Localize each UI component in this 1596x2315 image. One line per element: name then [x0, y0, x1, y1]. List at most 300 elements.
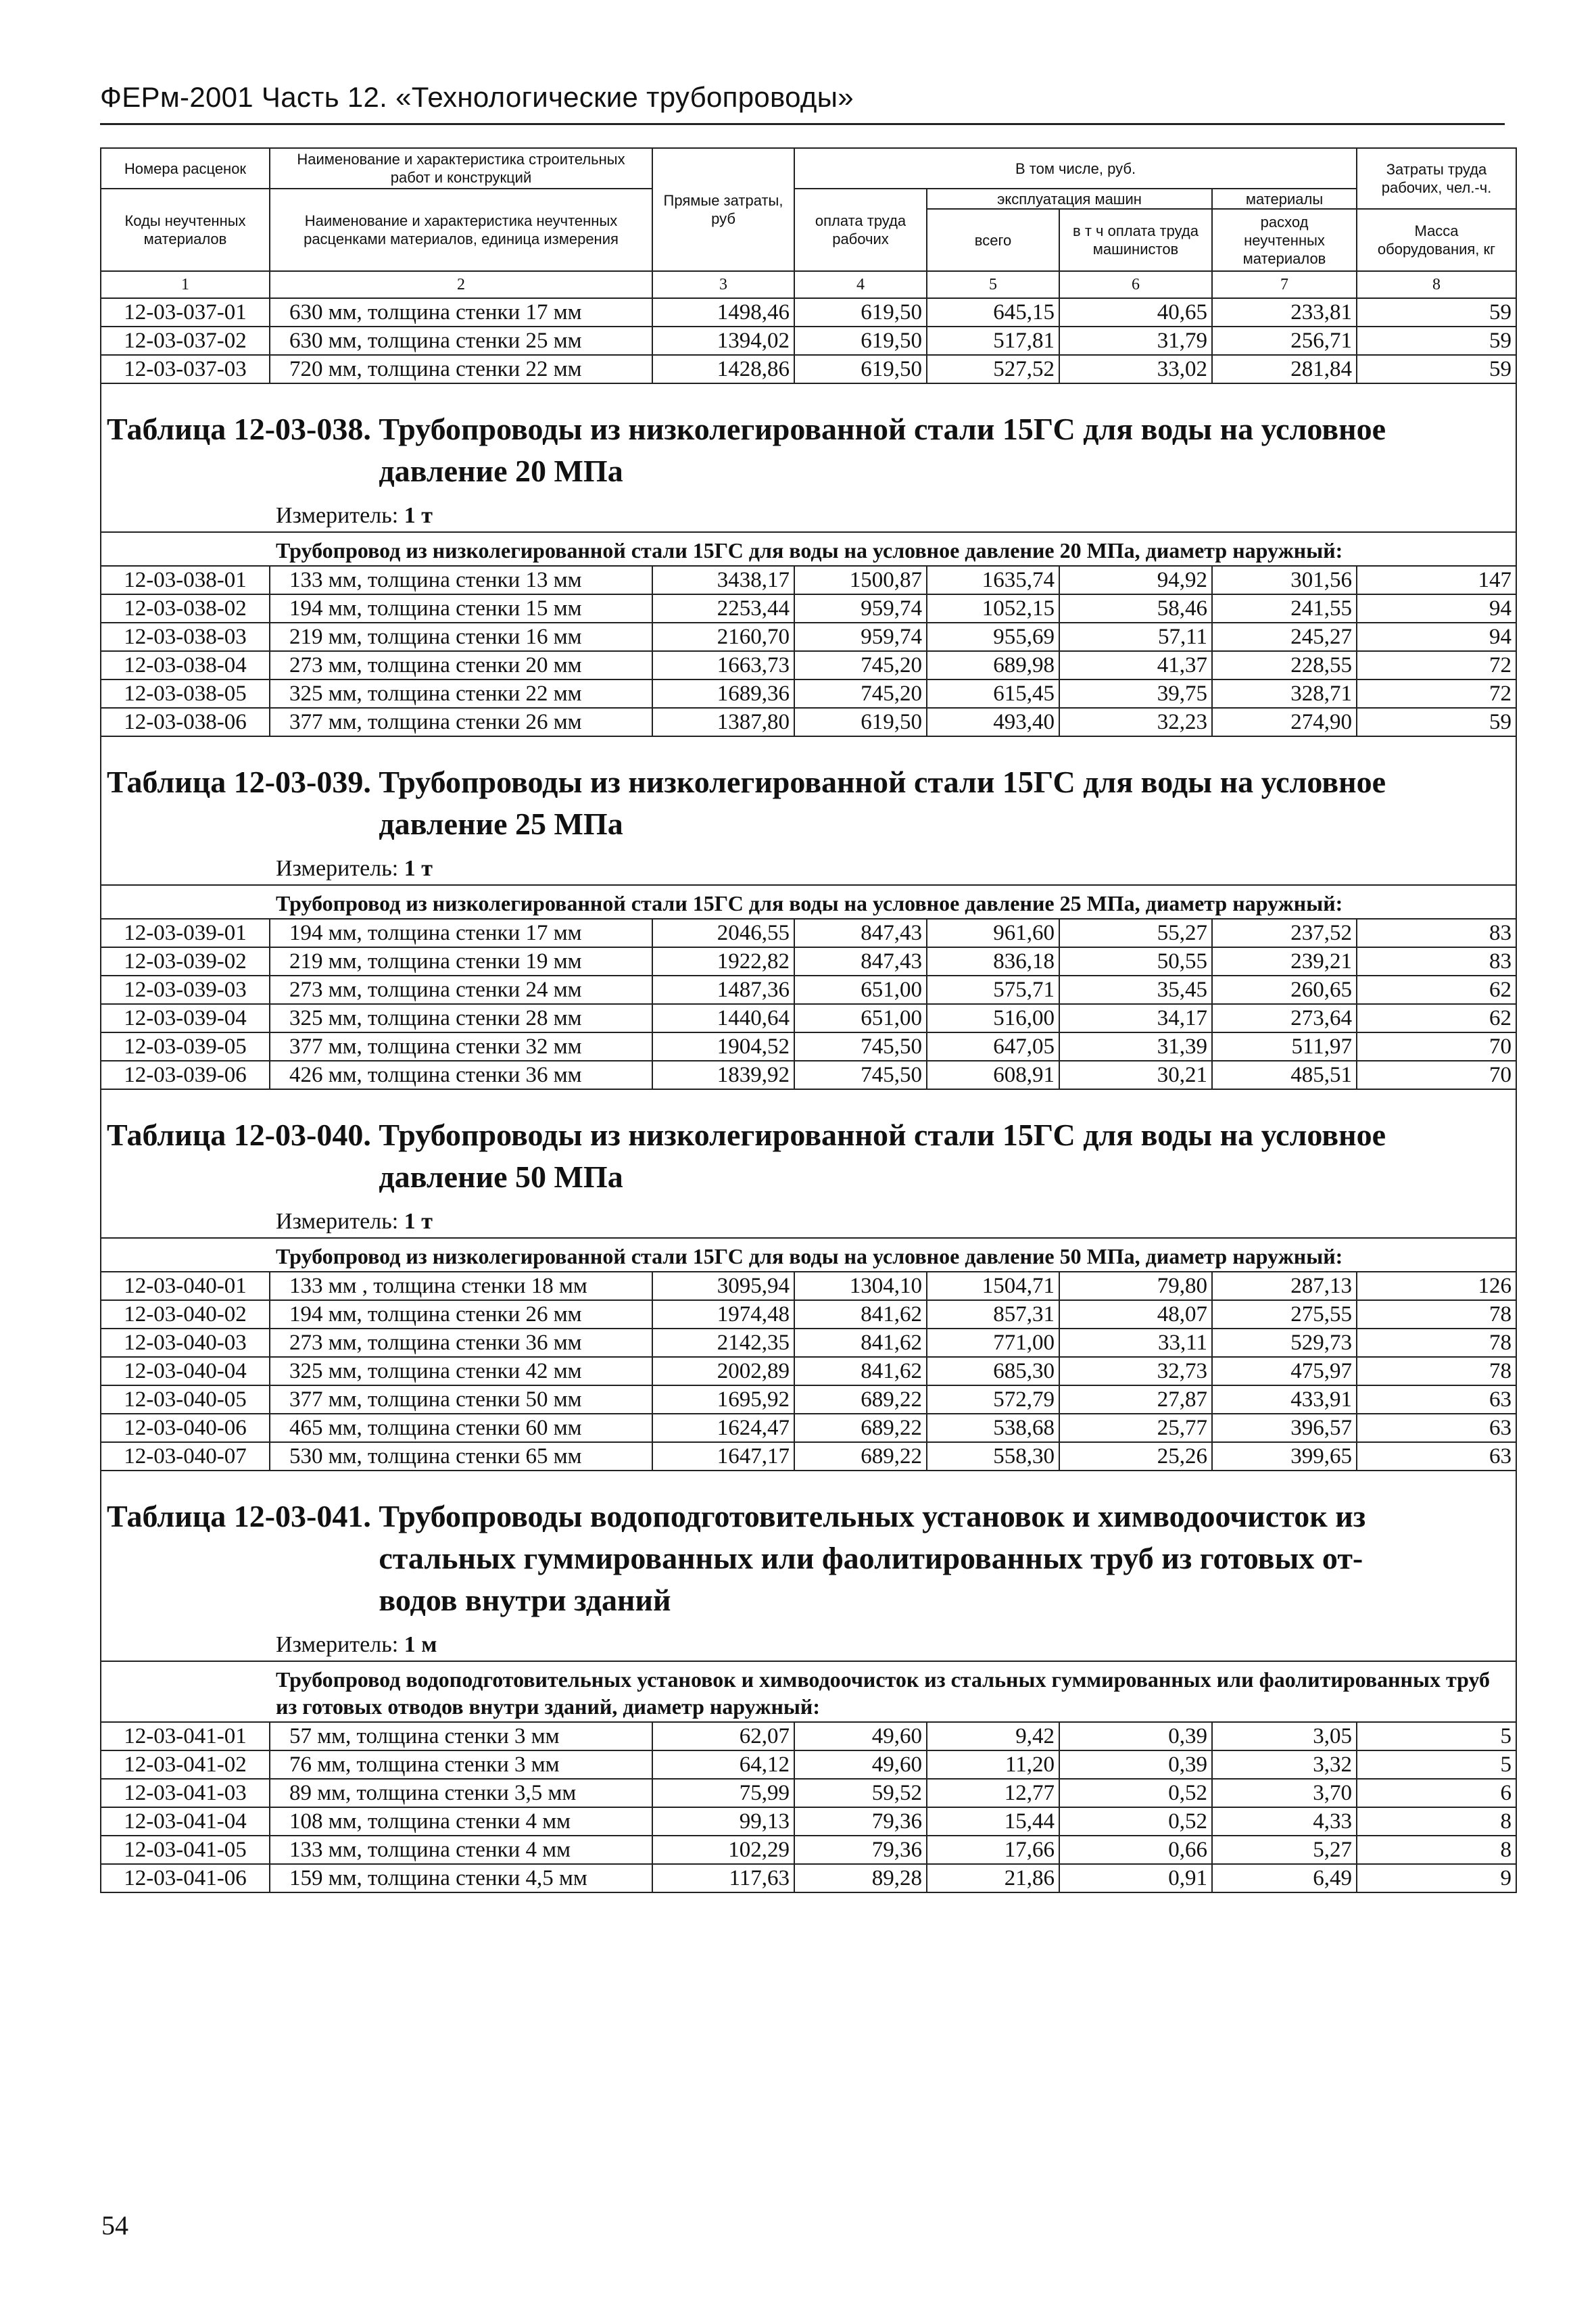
labor-hours: 59 [1357, 298, 1516, 327]
work-name: 377 мм, толщина стенки 50 мм [270, 1385, 652, 1414]
direct-costs: 1498,46 [652, 298, 794, 327]
measure-label: Измеритель: [276, 856, 399, 881]
labor-hours: 72 [1357, 679, 1516, 708]
materials-cost: 485,51 [1212, 1061, 1357, 1089]
machinist-pay: 79,80 [1059, 1272, 1212, 1300]
work-name: 720 мм, толщина стенки 22 мм [270, 355, 652, 383]
table-row [101, 1750, 1516, 1779]
direct-costs: 62,07 [652, 1722, 794, 1750]
direct-costs: 3438,17 [652, 566, 794, 594]
table-title-line: водов внутри зданий [379, 1583, 671, 1617]
table-row [101, 1061, 1516, 1089]
work-name: 133 мм, толщина стенки 4 мм [270, 1836, 652, 1864]
table-row [101, 1272, 1516, 1300]
direct-costs: 2046,55 [652, 919, 794, 947]
header-name-bottom: Наименование и характеристика неучтенных расценками материалов, единица измерения [270, 189, 652, 271]
rate-code: 12-03-039-02 [101, 947, 270, 976]
direct-costs: 64,12 [652, 1750, 794, 1779]
work-name: 630 мм, толщина стенки 25 мм [270, 327, 652, 355]
rates-sheet [100, 147, 1516, 1893]
materials-cost: 245,27 [1212, 623, 1357, 651]
table-row [101, 651, 1516, 679]
table-row [101, 919, 1516, 947]
machines-total: 9,42 [927, 1722, 1059, 1750]
table-row [101, 1004, 1516, 1032]
table-label: Таблица 12-03-041. [107, 1499, 371, 1533]
measure-row [101, 1198, 1516, 1238]
machinist-pay: 0,91 [1059, 1864, 1212, 1892]
labor-hours: 72 [1357, 651, 1516, 679]
labor-hours: 78 [1357, 1357, 1516, 1385]
labor-hours: 62 [1357, 976, 1516, 1004]
machines-total: 836,18 [927, 947, 1059, 976]
group-title: Трубопровод из низколегированной стали 15ГС для воды на условное давление 20 МПа, диаметр наружный: [101, 532, 1516, 566]
labor-hours: 70 [1357, 1032, 1516, 1061]
machines-total: 1635,74 [927, 566, 1059, 594]
labor-pay: 745,50 [794, 1032, 927, 1061]
materials-cost: 281,84 [1212, 355, 1357, 383]
column-numbers-row [101, 271, 1516, 298]
machinist-pay: 34,17 [1059, 1004, 1212, 1032]
materials-cost: 260,65 [1212, 976, 1357, 1004]
work-name: 133 мм, толщина стенки 13 мм [270, 566, 652, 594]
machines-total: 608,91 [927, 1061, 1059, 1089]
header-codes: Коды неучтенных материалов [101, 189, 270, 271]
table-label: Таблица 12-03-038. [107, 412, 371, 446]
labor-hours: 83 [1357, 947, 1516, 976]
machines-total: 516,00 [927, 1004, 1059, 1032]
materials-cost: 5,27 [1212, 1836, 1357, 1864]
machines-total: 493,40 [927, 708, 1059, 736]
direct-costs: 102,29 [652, 1836, 794, 1864]
rate-code: 12-03-039-01 [101, 919, 270, 947]
table-title-line: давление 50 МПа [379, 1160, 623, 1194]
direct-costs: 1663,73 [652, 651, 794, 679]
direct-costs: 1922,82 [652, 947, 794, 976]
rate-code: 12-03-037-02 [101, 327, 270, 355]
machinist-pay: 48,07 [1059, 1300, 1212, 1329]
machinist-pay: 0,66 [1059, 1836, 1212, 1864]
materials-cost: 475,97 [1212, 1357, 1357, 1385]
machinist-pay: 50,55 [1059, 947, 1212, 976]
labor-hours: 5 [1357, 1750, 1516, 1779]
labor-hours: 9 [1357, 1864, 1516, 1892]
labor-pay: 651,00 [794, 976, 927, 1004]
labor-pay: 745,20 [794, 679, 927, 708]
machinist-pay: 39,75 [1059, 679, 1212, 708]
rate-code: 12-03-038-03 [101, 623, 270, 651]
direct-costs: 1428,86 [652, 355, 794, 383]
work-name: 530 мм, толщина стенки 65 мм [270, 1442, 652, 1471]
machines-total: 689,98 [927, 651, 1059, 679]
machinist-pay: 27,87 [1059, 1385, 1212, 1414]
materials-cost: 529,73 [1212, 1329, 1357, 1357]
table-row [101, 976, 1516, 1004]
work-name: 108 мм, толщина стенки 4 мм [270, 1807, 652, 1836]
labor-pay: 619,50 [794, 708, 927, 736]
rate-code: 12-03-040-02 [101, 1300, 270, 1329]
table-row [101, 1722, 1516, 1750]
machinist-pay: 31,39 [1059, 1032, 1212, 1061]
labor-pay: 79,36 [794, 1807, 927, 1836]
labor-pay: 841,62 [794, 1300, 927, 1329]
measure-label: Измеритель: [276, 1209, 399, 1234]
rate-code: 12-03-041-01 [101, 1722, 270, 1750]
labor-pay: 79,36 [794, 1836, 927, 1864]
table-row [101, 679, 1516, 708]
materials-cost: 301,56 [1212, 566, 1357, 594]
work-name: 630 мм, толщина стенки 17 мм [270, 298, 652, 327]
labor-hours: 63 [1357, 1385, 1516, 1414]
machines-total: 1504,71 [927, 1272, 1059, 1300]
rate-code: 12-03-038-01 [101, 566, 270, 594]
machines-total: 572,79 [927, 1385, 1059, 1414]
machinist-pay: 33,02 [1059, 355, 1212, 383]
direct-costs: 1839,92 [652, 1061, 794, 1089]
machinist-pay: 32,23 [1059, 708, 1212, 736]
materials-cost: 273,64 [1212, 1004, 1357, 1032]
table-row [101, 1032, 1516, 1061]
rate-code: 12-03-037-03 [101, 355, 270, 383]
direct-costs: 2253,44 [652, 594, 794, 623]
table-row [101, 355, 1516, 383]
machinist-pay: 25,26 [1059, 1442, 1212, 1471]
machines-total: 527,52 [927, 355, 1059, 383]
direct-costs: 1394,02 [652, 327, 794, 355]
machines-total: 857,31 [927, 1300, 1059, 1329]
table-header [101, 148, 1516, 271]
rate-code: 12-03-041-05 [101, 1836, 270, 1864]
machines-total: 12,77 [927, 1779, 1059, 1807]
rate-code: 12-03-040-06 [101, 1414, 270, 1442]
materials-cost: 399,65 [1212, 1442, 1357, 1471]
table-title-line: стальных гуммированных или фаолитированных труб из готовых от- [379, 1541, 1363, 1575]
materials-cost: 6,49 [1212, 1864, 1357, 1892]
labor-pay: 49,60 [794, 1750, 927, 1779]
machines-total: 1052,15 [927, 594, 1059, 623]
work-name: 57 мм, толщина стенки 3 мм [270, 1722, 652, 1750]
work-name: 194 мм, толщина стенки 15 мм [270, 594, 652, 623]
materials-cost: 4,33 [1212, 1807, 1357, 1836]
table-row [101, 947, 1516, 976]
direct-costs: 99,13 [652, 1807, 794, 1836]
work-name: 159 мм, толщина стенки 4,5 мм [270, 1864, 652, 1892]
header-materials: материалы [1212, 189, 1357, 209]
section-title-row [101, 1089, 1516, 1198]
direct-costs: 2142,35 [652, 1329, 794, 1357]
measure-label: Измеритель: [276, 1632, 399, 1657]
work-name: 465 мм, толщина стенки 60 мм [270, 1414, 652, 1442]
table-row [101, 1836, 1516, 1864]
machines-total: 575,71 [927, 976, 1059, 1004]
machines-total: 558,30 [927, 1442, 1059, 1471]
table-body [101, 271, 1516, 1892]
measure-value: 1 т [404, 1209, 433, 1234]
rate-code: 12-03-041-03 [101, 1779, 270, 1807]
section-title [101, 1471, 1516, 1621]
work-name: 325 мм, толщина стенки 28 мм [270, 1004, 652, 1032]
work-name: 76 мм, толщина стенки 3 мм [270, 1750, 652, 1779]
machinist-pay: 57,11 [1059, 623, 1212, 651]
table-row [101, 1442, 1516, 1471]
machines-total: 955,69 [927, 623, 1059, 651]
machines-total: 647,05 [927, 1032, 1059, 1061]
work-name: 273 мм, толщина стенки 24 мм [270, 976, 652, 1004]
work-name: 219 мм, толщина стенки 16 мм [270, 623, 652, 651]
labor-hours: 126 [1357, 1272, 1516, 1300]
table-row [101, 1385, 1516, 1414]
materials-cost: 237,52 [1212, 919, 1357, 947]
column-number: 4 [794, 271, 927, 298]
column-number: 2 [270, 271, 652, 298]
column-number: 8 [1357, 271, 1516, 298]
labor-pay: 841,62 [794, 1329, 927, 1357]
labor-hours: 63 [1357, 1442, 1516, 1471]
machinist-pay: 94,92 [1059, 566, 1212, 594]
header-labor-costs: Затраты труда рабочих, чел.-ч. [1357, 148, 1516, 209]
measure-value: 1 м [404, 1632, 437, 1657]
table-title-line: Трубопроводы из низколегированной стали 15ГС для воды на условное [379, 765, 1386, 799]
materials-cost: 396,57 [1212, 1414, 1357, 1442]
machinist-pay: 40,65 [1059, 298, 1212, 327]
direct-costs: 2160,70 [652, 623, 794, 651]
direct-costs: 1974,48 [652, 1300, 794, 1329]
machines-total: 645,15 [927, 298, 1059, 327]
labor-pay: 745,50 [794, 1061, 927, 1089]
direct-costs: 75,99 [652, 1779, 794, 1807]
direct-costs: 2002,89 [652, 1357, 794, 1385]
header-direct-costs: Прямые затраты, руб [652, 148, 794, 271]
machines-total: 961,60 [927, 919, 1059, 947]
column-number: 5 [927, 271, 1059, 298]
machinist-pay: 0,52 [1059, 1807, 1212, 1836]
table-row [101, 594, 1516, 623]
work-name: 133 мм , толщина стенки 18 мм [270, 1272, 652, 1300]
machines-total: 538,68 [927, 1414, 1059, 1442]
labor-hours: 70 [1357, 1061, 1516, 1089]
table-title-line: давление 20 МПа [379, 454, 623, 488]
machinist-pay: 0,39 [1059, 1750, 1212, 1779]
measure-cell [101, 492, 1516, 532]
machines-total: 771,00 [927, 1329, 1059, 1357]
section-title [101, 1089, 1516, 1198]
group-title: Трубопровод водоподготовительных установок и химводоочисток из стальных гуммированных или фаолитированных труб из готовых отводов внутри зданий, диаметр наружный: [101, 1661, 1516, 1722]
header-machines-total: всего [927, 209, 1059, 271]
labor-pay: 689,22 [794, 1385, 927, 1414]
rate-code: 12-03-040-01 [101, 1272, 270, 1300]
table-row [101, 298, 1516, 327]
labor-hours: 63 [1357, 1414, 1516, 1442]
group-row [101, 532, 1516, 566]
materials-cost: 3,70 [1212, 1779, 1357, 1807]
table-title-line: Трубопроводы из низколегированной стали 15ГС для воды на условное [379, 1118, 1386, 1152]
work-name: 219 мм, толщина стенки 19 мм [270, 947, 652, 976]
machines-total: 615,45 [927, 679, 1059, 708]
labor-hours: 6 [1357, 1779, 1516, 1807]
group-row [101, 885, 1516, 919]
labor-pay: 689,22 [794, 1442, 927, 1471]
table-title-line: давление 25 МПа [379, 807, 623, 841]
work-name: 426 мм, толщина стенки 36 мм [270, 1061, 652, 1089]
materials-cost: 275,55 [1212, 1300, 1357, 1329]
rate-code: 12-03-041-04 [101, 1807, 270, 1836]
machines-total: 17,66 [927, 1836, 1059, 1864]
direct-costs: 1904,52 [652, 1032, 794, 1061]
labor-pay: 1304,10 [794, 1272, 927, 1300]
materials-cost: 274,90 [1212, 708, 1357, 736]
labor-hours: 5 [1357, 1722, 1516, 1750]
table-row [101, 1414, 1516, 1442]
work-name: 377 мм, толщина стенки 26 мм [270, 708, 652, 736]
work-name: 194 мм, толщина стенки 26 мм [270, 1300, 652, 1329]
table-row [101, 1329, 1516, 1357]
measure-cell [101, 845, 1516, 885]
section-title [101, 383, 1516, 492]
direct-costs: 1689,36 [652, 679, 794, 708]
work-name: 325 мм, толщина стенки 22 мм [270, 679, 652, 708]
table-row [101, 1300, 1516, 1329]
labor-pay: 619,50 [794, 327, 927, 355]
measure-row [101, 1621, 1516, 1661]
page-number: 54 [101, 2210, 128, 2241]
machines-total: 15,44 [927, 1807, 1059, 1836]
measure-value: 1 т [404, 503, 433, 528]
table-title-line: Трубопроводы водоподготовительных установок и химводоочисток из [379, 1499, 1366, 1533]
materials-cost: 328,71 [1212, 679, 1357, 708]
table-row [101, 1864, 1516, 1892]
rate-code: 12-03-040-03 [101, 1329, 270, 1357]
materials-cost: 233,81 [1212, 298, 1357, 327]
rate-code: 12-03-039-05 [101, 1032, 270, 1061]
work-name: 273 мм, толщина стенки 20 мм [270, 651, 652, 679]
group-title: Трубопровод из низколегированной стали 15ГС для воды на условное давление 25 МПа, диаметр наружный: [101, 885, 1516, 919]
table-row [101, 708, 1516, 736]
labor-pay: 745,20 [794, 651, 927, 679]
rate-code: 12-03-040-05 [101, 1385, 270, 1414]
header-including: В том числе, руб. [794, 148, 1357, 189]
labor-hours: 94 [1357, 623, 1516, 651]
machinist-pay: 0,52 [1059, 1779, 1212, 1807]
rate-code: 12-03-038-02 [101, 594, 270, 623]
labor-pay: 619,50 [794, 298, 927, 327]
direct-costs: 117,63 [652, 1864, 794, 1892]
rate-code: 12-03-038-06 [101, 708, 270, 736]
rate-code: 12-03-040-04 [101, 1357, 270, 1385]
direct-costs: 1647,17 [652, 1442, 794, 1471]
labor-pay: 1500,87 [794, 566, 927, 594]
materials-cost: 241,55 [1212, 594, 1357, 623]
labor-hours: 78 [1357, 1300, 1516, 1329]
machines-total: 11,20 [927, 1750, 1059, 1779]
materials-cost: 3,32 [1212, 1750, 1357, 1779]
section-title-row [101, 736, 1516, 845]
labor-pay: 847,43 [794, 947, 927, 976]
labor-pay: 959,74 [794, 623, 927, 651]
column-number: 3 [652, 271, 794, 298]
work-name: 273 мм, толщина стенки 36 мм [270, 1329, 652, 1357]
header-rule [100, 123, 1505, 125]
measure-value: 1 т [404, 856, 433, 881]
materials-cost: 3,05 [1212, 1722, 1357, 1750]
column-number: 1 [101, 271, 270, 298]
group-row [101, 1661, 1516, 1722]
machinist-pay: 35,45 [1059, 976, 1212, 1004]
machinist-pay: 41,37 [1059, 651, 1212, 679]
table-row [101, 1779, 1516, 1807]
table-row [101, 1357, 1516, 1385]
group-row [101, 1238, 1516, 1272]
labor-hours: 8 [1357, 1836, 1516, 1864]
rate-code: 12-03-039-06 [101, 1061, 270, 1089]
rate-code: 12-03-038-05 [101, 679, 270, 708]
header-machines-incl: в т ч оплата труда машинистов [1059, 209, 1212, 271]
materials-cost: 433,91 [1212, 1385, 1357, 1414]
table-row [101, 327, 1516, 355]
labor-pay: 841,62 [794, 1357, 927, 1385]
header-rate-numbers: Номера расценок [101, 148, 270, 189]
labor-pay: 959,74 [794, 594, 927, 623]
rate-code: 12-03-039-04 [101, 1004, 270, 1032]
machinist-pay: 32,73 [1059, 1357, 1212, 1385]
rate-code: 12-03-039-03 [101, 976, 270, 1004]
header-name-top: Наименование и характеристика строительных работ и конструкций [270, 148, 652, 189]
group-title: Трубопровод из низколегированной стали 15ГС для воды на условное давление 50 МПа, диаметр наружный: [101, 1238, 1516, 1272]
labor-pay: 59,52 [794, 1779, 927, 1807]
direct-costs: 1487,36 [652, 976, 794, 1004]
table-row [101, 566, 1516, 594]
direct-costs: 1440,64 [652, 1004, 794, 1032]
labor-pay: 89,28 [794, 1864, 927, 1892]
header-equipment-mass: Масса оборудования, кг [1357, 209, 1516, 271]
labor-pay: 49,60 [794, 1722, 927, 1750]
labor-hours: 8 [1357, 1807, 1516, 1836]
rate-code: 12-03-038-04 [101, 651, 270, 679]
direct-costs: 1624,47 [652, 1414, 794, 1442]
rate-code: 12-03-041-06 [101, 1864, 270, 1892]
section-title-row [101, 383, 1516, 492]
work-name: 194 мм, толщина стенки 17 мм [270, 919, 652, 947]
materials-cost: 511,97 [1212, 1032, 1357, 1061]
header-materials-unaccounted: расход неучтенных материалов [1212, 209, 1357, 271]
machines-total: 517,81 [927, 327, 1059, 355]
materials-cost: 287,13 [1212, 1272, 1357, 1300]
labor-hours: 78 [1357, 1329, 1516, 1357]
measure-cell [101, 1621, 1516, 1661]
rate-code: 12-03-037-01 [101, 298, 270, 327]
machines-total: 21,86 [927, 1864, 1059, 1892]
column-number: 7 [1212, 271, 1357, 298]
table-title-line: Трубопроводы из низколегированной стали 15ГС для воды на условное [379, 412, 1386, 446]
column-number: 6 [1059, 271, 1212, 298]
work-name: 89 мм, толщина стенки 3,5 мм [270, 1779, 652, 1807]
table-label: Таблица 12-03-039. [107, 765, 371, 799]
rates-table [100, 147, 1517, 1893]
table-row [101, 1807, 1516, 1836]
materials-cost: 228,55 [1212, 651, 1357, 679]
labor-hours: 59 [1357, 327, 1516, 355]
rate-code: 12-03-040-07 [101, 1442, 270, 1471]
labor-hours: 59 [1357, 708, 1516, 736]
materials-cost: 239,21 [1212, 947, 1357, 976]
table-row [101, 623, 1516, 651]
machinist-pay: 25,77 [1059, 1414, 1212, 1442]
labor-hours: 147 [1357, 566, 1516, 594]
labor-pay: 651,00 [794, 1004, 927, 1032]
labor-hours: 94 [1357, 594, 1516, 623]
header-machines: эксплуатация машин [927, 189, 1212, 209]
machinist-pay: 30,21 [1059, 1061, 1212, 1089]
machinist-pay: 55,27 [1059, 919, 1212, 947]
